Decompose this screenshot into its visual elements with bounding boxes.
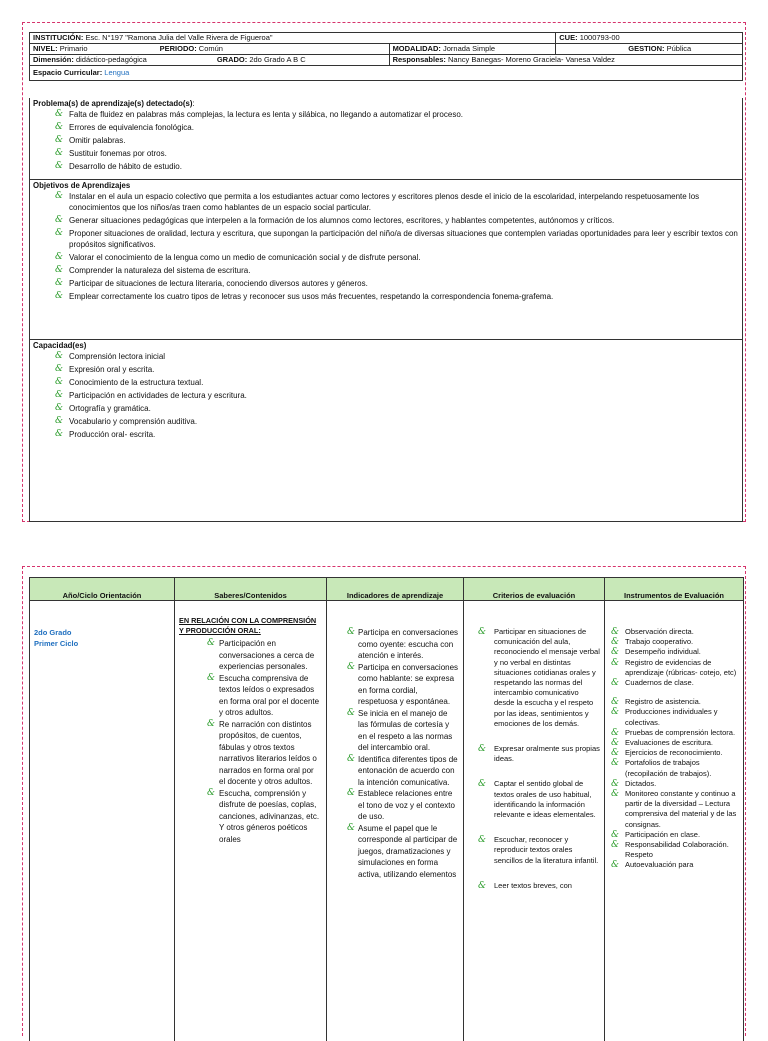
list-item: & Vocabulario y comprensión auditiva. — [55, 416, 739, 427]
bullet-icon: & — [55, 228, 63, 239]
list-item: & Cuadernos de clase. — [611, 678, 741, 688]
indicadores-cell — [327, 601, 464, 1041]
espacio-curricular-cell: Espacio Curricular: Lengua — [30, 66, 743, 81]
list-item: & Comprensión lectora inicial — [55, 351, 739, 362]
institucion-cell: INSTITUCIÓN: Esc. N°197 "Ramona Julia del Valle Rivera de Figueroa" — [30, 33, 556, 44]
bullet-icon: & — [478, 627, 486, 637]
list-item: & Registro de evidencias de aprendizaje (rúbricas- cotejo, etc) — [611, 658, 741, 678]
list-item: & Portafolios de trabajos (recopilación de trabajos). — [611, 758, 741, 778]
list-item: & Participa en conversaciones como hablante: se expresa en forma cordial, respetuosa y espontánea. — [347, 662, 459, 708]
list-item: & Expresión oral y escrita. — [55, 364, 739, 375]
list-item: & Desempeño individual. — [611, 647, 741, 657]
problemas-section — [29, 98, 743, 180]
saberes-cell — [175, 601, 327, 1041]
planning-page-2 — [22, 566, 746, 1036]
cue-cell: CUE: 1000793-00 — [556, 33, 743, 44]
capacidades-title: Capacidad(es) — [33, 341, 739, 351]
list-item: & Omitir palabras. — [55, 135, 739, 146]
bullet-icon: & — [55, 148, 63, 159]
column-header-criterios: Criterios de evaluación — [464, 578, 605, 601]
list-item: & Comprender la naturaleza del sistema de escritura. — [55, 265, 739, 276]
dimension-grado-cell: Dimensión: didáctico-pedagógica GRADO: 2do Grado A B C — [30, 55, 390, 66]
list-item: & Sustituir fonemas por otros. — [55, 148, 739, 159]
modalidad-cell: MODALIDAD: Jornada Simple — [389, 44, 556, 55]
list-item: & Producción oral- escrita. — [55, 429, 739, 440]
list-item: & Valorar el conocimiento de la lengua como un medio de comunicación social y de disfrute personal. — [55, 252, 739, 263]
bullet-icon: & — [55, 291, 63, 302]
bullet-icon: & — [55, 191, 63, 202]
list-item: & Dictados. — [611, 779, 741, 789]
column-header-indicadores: Indicadores de aprendizaje — [327, 578, 464, 601]
list-item: & Ortografía y gramática. — [55, 403, 739, 414]
list-item: & Se inicia en el manejo de las fórmulas de cortesía y en el respeto a las normas del intercambio oral. — [347, 708, 459, 754]
bullet-icon: & — [347, 754, 355, 766]
list-item: & Expresar oralmente sus propias ideas. — [478, 744, 600, 764]
bullet-icon: & — [611, 647, 619, 657]
instrumentos-cell — [605, 601, 744, 1041]
bullet-icon: & — [55, 390, 63, 401]
anio-ciclo-cell — [30, 601, 175, 1041]
planning-table — [29, 577, 744, 1041]
bullet-icon: & — [478, 881, 486, 891]
bullet-icon: & — [611, 758, 619, 768]
espacio-curricular-value: Lengua — [104, 68, 129, 77]
column-header-saberes: Saberes/Contenidos — [175, 578, 327, 601]
bullet-icon: & — [55, 416, 63, 427]
bullet-icon: & — [478, 779, 486, 789]
list-item: & Identifica diferentes tipos de entonación de acuerdo con la intención comunicativa. — [347, 754, 459, 789]
bullet-icon: & — [55, 135, 63, 146]
bullet-icon: & — [611, 860, 619, 870]
bullet-icon: & — [611, 627, 619, 637]
list-item: & Pruebas de comprensión lectora. — [611, 728, 741, 738]
bullet-icon: & — [55, 377, 63, 388]
list-item: & Re narración con distintos propósitos, de cuentos, fábulas y otros textos narrativos literarios leídos o narrados en forma oral por el docente y otros adultos. — [207, 719, 322, 788]
bullet-icon: & — [55, 161, 63, 172]
bullet-icon: & — [347, 708, 355, 720]
bullet-icon: & — [611, 779, 619, 789]
column-header-anio-ciclo: Año/Ciclo Orientación — [30, 578, 175, 601]
list-item: & Emplear correctamente los cuatro tipos de letras y reconocer sus usos más frecuentes, respetando la correspondencia fonema-grafema. — [55, 291, 739, 302]
list-item: & Generar situaciones pedagógicas que interpelen a la formación de los alumnos como lectores, escritores, y hablantes competentes, autónomos y críticos. — [55, 215, 739, 226]
list-item: & Registro de asistencia. — [611, 697, 741, 707]
objetivos-section — [29, 180, 743, 340]
list-item: & Errores de equivalencia fonológica. — [55, 122, 739, 133]
list-item: & Leer textos breves, con — [478, 881, 600, 891]
list-item: & Participación en actividades de lectura y escritura. — [55, 390, 739, 401]
bullet-icon: & — [55, 403, 63, 414]
list-item: & Monitoreo constante y continuo a partir de la diversidad – Lectura comprensiva del material y de las consignas. — [611, 789, 741, 830]
bullet-icon: & — [611, 707, 619, 717]
list-item: & Participa en conversaciones como oyente: escucha con atención e interés. — [347, 627, 459, 662]
bullet-icon: & — [611, 748, 619, 758]
bullet-icon: & — [55, 351, 63, 362]
bullet-icon: & — [207, 719, 215, 731]
bullet-icon: & — [611, 678, 619, 688]
bullet-icon: & — [611, 840, 619, 850]
bullet-icon: & — [207, 788, 215, 800]
list-item: & Evaluaciones de escritura. — [611, 738, 741, 748]
bullet-icon: & — [611, 637, 619, 647]
list-item: & Trabajo cooperativo. — [611, 637, 741, 647]
column-header-instrumentos: Instrumentos de Evaluación — [605, 578, 744, 601]
responsables-cell: Responsables: Nancy Banegas- Moreno Graciela- Vanesa Valdez — [389, 55, 742, 66]
list-item: & Instalar en el aula un espacio colectivo que permita a los estudiantes actuar como lectores y escritores plenos desde el inicio de la escolaridad, interpelando respetuosamente los conocimientos que los niños/as traen como hablantes de un espacio social particular. — [55, 191, 739, 213]
bullet-icon: & — [347, 823, 355, 835]
list-item: & Participar de situaciones de lectura literaria, conociendo diversos autores y géneros. — [55, 278, 739, 289]
grado-label: 2do Grado — [34, 627, 174, 638]
capacidades-section — [29, 340, 743, 522]
list-item: & Asume el papel que le corresponde al participar de juegos, dramatizaciones y simulaciones en forma activa, utilizando elementos — [347, 823, 459, 881]
list-item: & Captar el sentido global de textos orales de uso habitual, identificando la información relevante e ideas elementales. — [478, 779, 600, 820]
bullet-icon: & — [478, 744, 486, 754]
list-item: & Producciones individuales y colectivas. — [611, 707, 741, 727]
bullet-icon: & — [55, 252, 63, 263]
list-item: & Conocimiento de la estructura textual. — [55, 377, 739, 388]
bullet-icon: & — [611, 830, 619, 840]
bullet-icon: & — [55, 429, 63, 440]
list-item: & Escucha, comprensión y disfrute de poesías, coplas, canciones, adivinanzas, etc. Y otros géneros poéticos orales — [207, 788, 322, 846]
list-item: & Establece relaciones entre el tono de voz y el contexto de uso. — [347, 788, 459, 823]
bullet-icon: & — [347, 662, 355, 674]
bullet-icon: & — [611, 697, 619, 707]
bullet-icon: & — [55, 278, 63, 289]
list-item: & Proponer situaciones de oralidad, lectura y escritura, que supongan la participación del niño/a de diversas situaciones que contemplen variadas oportunidades para leer y escribir textos con propósitos significativos. — [55, 228, 739, 250]
bullet-icon: & — [478, 835, 486, 845]
bullet-icon: & — [55, 265, 63, 276]
bullet-icon: & — [347, 627, 355, 639]
bullet-icon: & — [55, 122, 63, 133]
list-item: & Falta de fluidez en palabras más complejas, la lectura es lenta y silábica, no llegando a automatizar el proceso. — [55, 109, 739, 120]
table-row — [30, 601, 744, 1041]
planning-page-1 — [22, 22, 746, 522]
bullet-icon: & — [611, 728, 619, 738]
list-item: & Responsabilidad Colaboración. Respeto — [611, 840, 741, 860]
bullet-icon: & — [207, 638, 215, 650]
list-item: & Autoevaluación para — [611, 860, 741, 870]
bullet-icon: & — [55, 364, 63, 375]
bullet-icon: & — [611, 658, 619, 668]
list-item: & Participación en clase. — [611, 830, 741, 840]
ciclo-label: Primer Ciclo — [34, 638, 174, 649]
bullet-icon: & — [55, 215, 63, 226]
list-item: & Participar en situaciones de comunicación del aula, reconociendo el mensaje verbal y no verbal en distintas situaciones cotidianas orales y respetando las normas del intercambio comunicativo desde la escucha y el respeto por las ideas, sentimientos y emociones de los demás. — [478, 627, 600, 729]
criterios-cell — [464, 601, 605, 1041]
list-item: & Observación directa. — [611, 627, 741, 637]
list-item: & Escuchar, reconocer y reproducir textos orales sencillos de la literatura infantil. — [478, 835, 600, 866]
saberes-section-title: EN RELACIÓN CON LA COMPRENSIÓN Y PRODUCCIÓN ORAL: — [175, 601, 326, 636]
header-table — [29, 32, 743, 81]
problemas-title: Problema(s) de aprendizaje(s) detectado(s): — [33, 99, 739, 109]
list-item: & Escucha comprensiva de textos leídos o expresados en forma oral por el docente y otros adultos. — [207, 673, 322, 719]
list-item: & Desarrollo de hábito de estudio. — [55, 161, 739, 172]
objetivos-title: Objetivos de Aprendizajes — [33, 181, 739, 191]
bullet-icon: & — [207, 673, 215, 685]
bullet-icon: & — [611, 738, 619, 748]
list-item: & Participación en conversaciones a cerca de experiencias personales. — [207, 638, 322, 673]
gestion-cell: GESTION: Pública — [556, 44, 743, 55]
bullet-icon: & — [347, 788, 355, 800]
nivel-periodo-cell: NIVEL: Primario PERIODO: Común — [30, 44, 390, 55]
list-item: & Ejercicios de reconocimiento. — [611, 748, 741, 758]
bullet-icon: & — [611, 789, 619, 799]
bullet-icon: & — [55, 109, 63, 120]
